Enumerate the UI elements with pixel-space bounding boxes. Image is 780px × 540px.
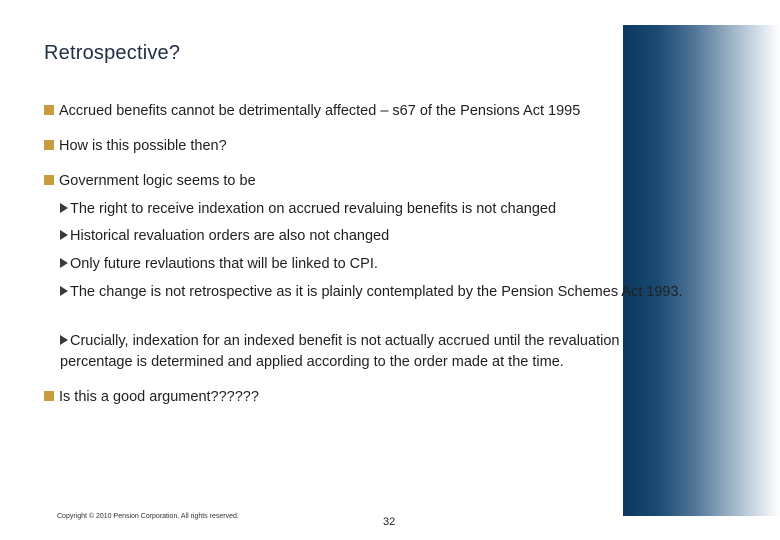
sub-bullet-item	[60, 282, 710, 303]
sub-bullet-text: Historical revaluation orders are also not changed	[70, 228, 390, 244]
bullet-item	[44, 101, 580, 121]
sub-bullet-text: Only future revlautions that will be linked to CPI.	[70, 256, 378, 272]
sub-bullet-text: The change is not retrospective as it is plainly contemplated by the Pension Schemes Act 1993.	[70, 284, 683, 300]
triangle-arrow-icon	[60, 258, 68, 268]
sub-bullet-text: The right to receive indexation on accrued revaluing benefits is not changed	[70, 201, 557, 217]
sub-bullet-item	[60, 199, 620, 220]
triangle-arrow-icon	[60, 335, 68, 345]
bullet-text: How is this possible then?	[59, 138, 227, 154]
square-bullet-icon	[44, 105, 54, 115]
triangle-arrow-icon	[60, 203, 68, 213]
sub-bullet-item	[60, 331, 680, 373]
bullet-item	[44, 387, 259, 407]
bullet-text: Government logic seems to be	[59, 173, 256, 189]
bullet-text: Accrued benefits cannot be detrimentally affected – s67 of the Pensions Act 1995	[59, 103, 581, 119]
bullet-text: Is this a good argument??????	[59, 389, 259, 405]
copyright-footer: Copyright © 2010 Pension Corporation. All rights reserved.	[57, 513, 239, 520]
sub-bullet-item	[60, 254, 620, 275]
slide-title: Retrospective?	[44, 42, 181, 64]
bullet-item	[44, 136, 227, 156]
sub-bullet-text: Crucially, indexation for an indexed benefit is not actually accrued until the revaluation percentage is determined and applied according to the order made at the time.	[60, 333, 620, 370]
page-number: 32	[383, 516, 396, 528]
square-bullet-icon	[44, 175, 54, 185]
sub-bullet-item	[60, 226, 620, 247]
square-bullet-icon	[44, 391, 54, 401]
decorative-side-band	[623, 25, 780, 516]
triangle-arrow-icon	[60, 286, 68, 296]
triangle-arrow-icon	[60, 230, 68, 240]
square-bullet-icon	[44, 140, 54, 150]
bullet-item	[44, 171, 256, 191]
